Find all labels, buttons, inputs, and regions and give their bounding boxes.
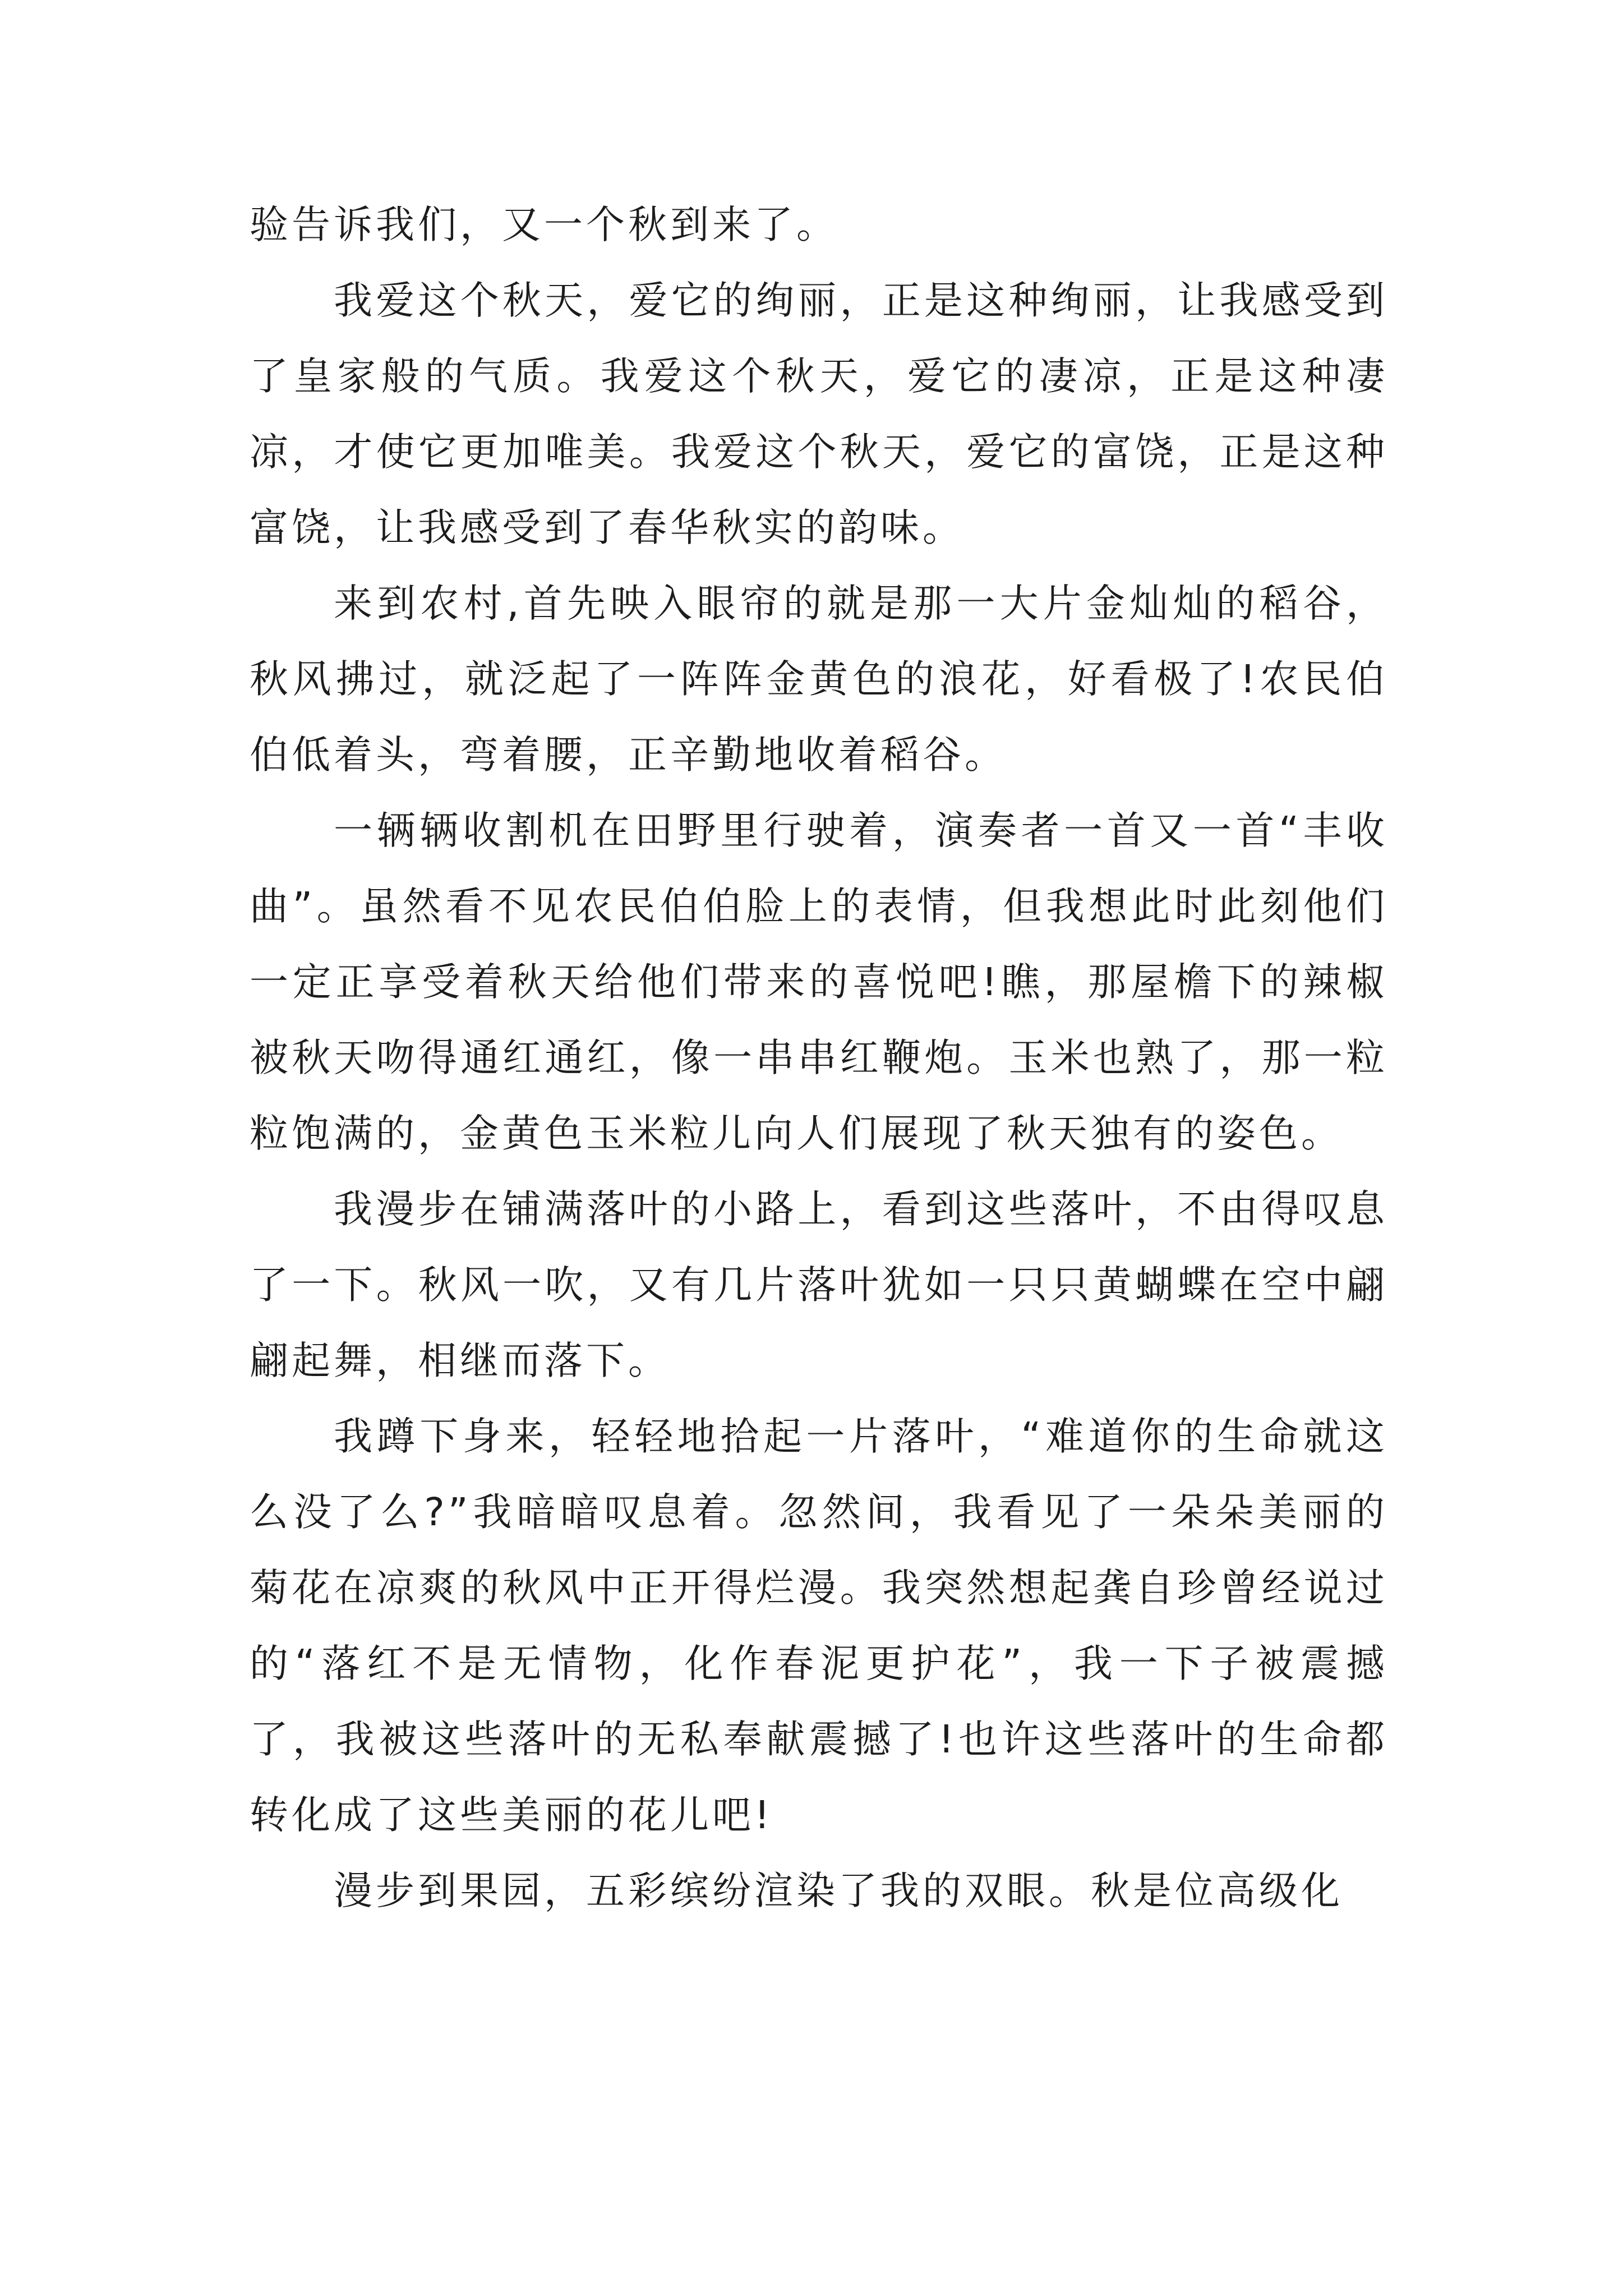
paragraph-4: 一辆辆收割机在田野里行驶着，演奏者一首又一首“丰收曲”。虽然看不见农民伯伯脸上的表情，但我想此时此刻他们一定正享受着秋天给他们带来的喜悦吧!瞧，那屋檐下的辣椒被秋天吻得通红通红，像一串串红鞭炮。玉米也熟了，那一粒粒饱满的，金黄色玉米粒儿向人们展现了秋天独有的姿色。 [250, 808, 1388, 1156]
paragraph-5: 我漫步在铺满落叶的小路上，看到这些落叶，不由得叹息了一下。秋风一吹，又有几片落叶犹如一只只黄蝴蝶在空中翩翩起舞，相继而落下。 [250, 1187, 1388, 1383]
paragraph-7: 漫步到果园，五彩缤纷渲染了我的双眼。秋是位高级化 [334, 1869, 1343, 1913]
paragraph-2: 我爱这个秋天，爱它的绚丽，正是这种绚丽，让我感受到了皇家般的气质。我爱这个秋天，爱它的凄凉，正是这种凄凉，才使它更加唯美。我爱这个秋天，爱它的富饶，正是这种富饶，让我感受到了春华秋实的韵味。 [250, 278, 1388, 550]
paragraph-6: 我蹲下身来，轻轻地拾起一片落叶，“难道你的生命就这么没了么?”我暗暗叹息着。忽然间，我看见了一朵朵美丽的菊花在凉爽的秋风中正开得烂漫。我突然想起龚自珍曾经说过的“落红不是无情物，化作春泥更护花”，我一下子被震撼了，我被这些落叶的无私奉献震撼了!也许这些落叶的生命都转化成了这些美丽的花儿吧! [250, 1414, 1388, 1838]
body-text [250, 187, 1388, 1929]
paragraph-3: 来到农村,首先映入眼帘的就是那一大片金灿灿的稻谷，秋风拂过，就泛起了一阵阵金黄色的浪花，好看极了!农民伯伯低着头，弯着腰，正辛勤地收着稻谷。 [250, 581, 1388, 777]
paragraph-1: 验告诉我们，又一个秋到来了。 [250, 203, 838, 247]
